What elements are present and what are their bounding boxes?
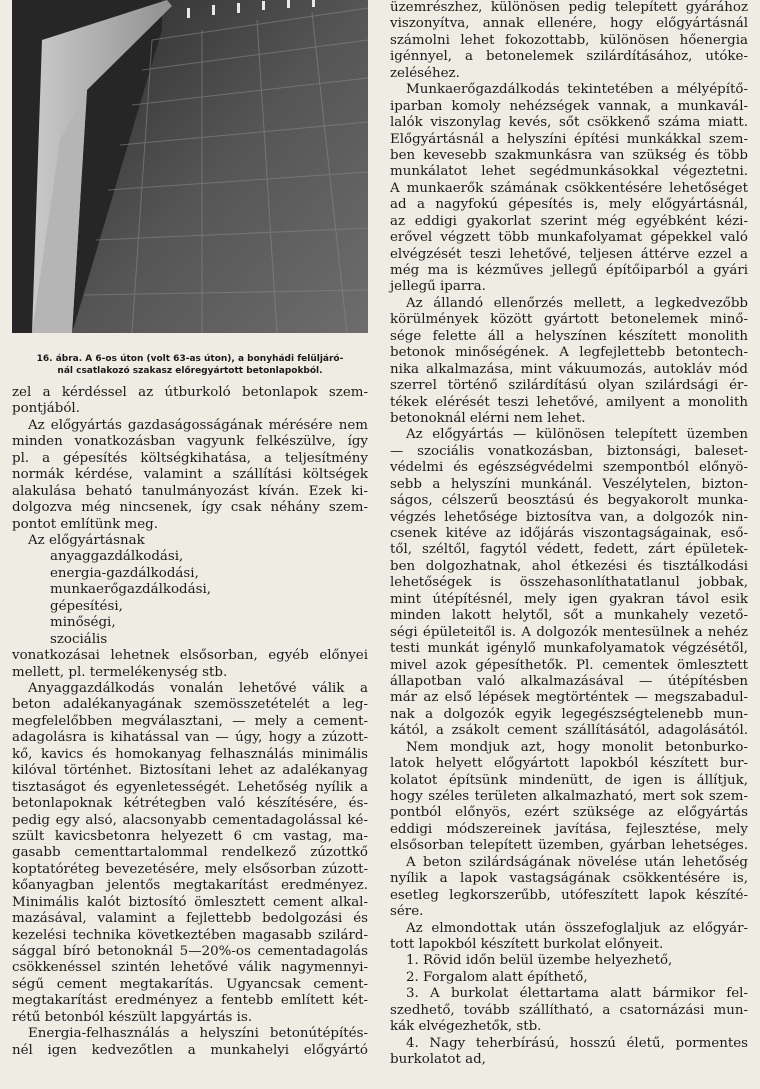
- text-line: erővel végzett több munkafolyamat gépekkel való: [390, 230, 748, 246]
- text-line: mivel azok gépesíthetők. Pl. cementek ömlesztett: [390, 657, 748, 673]
- road-photo: [12, 0, 368, 333]
- text-line: Az állandó ellenőrzés mellett, a legkedvezőbb: [406, 295, 748, 311]
- text-line: körülmények között gyártott betonelemek minő-: [390, 312, 748, 328]
- text-line: munkaerőgazdálkodási,: [50, 582, 212, 598]
- text-line: betonoknál elérni nem lehet.: [390, 410, 586, 426]
- text-line: zel a kérdéssel az útburkoló betonlapok szem-: [12, 385, 368, 400]
- text-line: lalók viszonylag kevés, sőt csökkenő száma miatt.: [390, 115, 748, 131]
- text-line: minden vonatkozásban vagyunk felkészülve, így: [12, 434, 368, 450]
- text-line: 2. Forgalom alatt építhető,: [406, 969, 588, 985]
- text-line: mazásával, valamint a fejlettebb bedolgozási és: [12, 911, 368, 927]
- text-line: iparban komoly nehézségek vannak, a munkavál-: [390, 98, 748, 114]
- text-line: ságos, célszerű beosztású és begyakorolt munka-: [390, 493, 748, 509]
- text-line: minden lakott helytől, sőt a munkahely vezető-: [390, 608, 748, 624]
- right-text: [390, 0, 748, 1069]
- text-line: Az elmondottak után összefoglaljuk az előgyár-: [406, 920, 748, 936]
- text-line: A beton szilárdságának növelése után lehetőség: [406, 854, 748, 870]
- text-line: tott lapokból készített burkolat előnyeit.: [390, 937, 664, 952]
- text-line: 3. A burkolat élettartama alatt bármikor fel-: [406, 986, 748, 1002]
- text-line: viszonyítva, annak ellenére, hogy előgyártásnál: [390, 16, 748, 32]
- figure-caption: [18, 353, 362, 377]
- text-line: végzés lehetősége biztosítva van, a dolgozók nin-: [390, 509, 748, 525]
- text-line: pl. a gépesítés költségkihatása, a teljesítmény: [12, 450, 368, 466]
- text-line: védelmi és egészségvédelmi szempontból előnyö-: [390, 460, 748, 476]
- text-line: megtakarítást eredményez a fentebb említett két-: [12, 993, 368, 1009]
- text-line: vonatkozásai lehetnek elsősorban, egyéb előnyei: [12, 648, 368, 664]
- text-line: Az előgyártás gazdaságosságának mérésére nem: [28, 417, 368, 433]
- text-line: A munkaerők számának csökkentésére lehetőséget: [390, 180, 748, 196]
- text-line: normák kérdése, valamint a szállítási költségek: [12, 467, 368, 483]
- text-line: Az előgyártásnak: [28, 532, 145, 548]
- text-line: kától, a zsákolt cement szállításától, adagolásától.: [390, 723, 748, 739]
- text-line: sebb a helyszíni munkánál. Veszélytelen, bizton-: [390, 476, 748, 492]
- text-line: sággal bíró betonoknál 5—20%-os cementadagolás: [12, 944, 368, 960]
- caption-line: 16. ábra. A 6-os úton (volt 63-as úton), a bonyhádi felüljáró-: [36, 354, 344, 364]
- text-line: 1. Rövid időn belül üzembe helyezhető,: [406, 953, 673, 969]
- text-line: pontból előnyös, ezért szüksége az előgyártás: [390, 805, 748, 821]
- text-line: elvégzését teszi lehetővé, teljesen áttérve ezzel a: [390, 246, 748, 262]
- text-line: állapotban való alkalmazásával — útépítésben: [390, 673, 748, 689]
- text-line: üzemrészhez, különösen pedig telepített gyárához: [390, 0, 748, 15]
- text-line: megfelelőbben megválasztani, — mely a cement-: [12, 713, 368, 729]
- text-line: kolatot építsünk mindenütt, de igen is állítjuk,: [390, 772, 748, 788]
- text-line: rétű betonból készült lapgyártás is.: [12, 1009, 253, 1025]
- text-line: már az első lépések megtörténtek — megszabadul-: [390, 690, 748, 706]
- text-line: burkolatot ad,: [390, 1052, 486, 1068]
- text-line: csökkenéssel szintén lehetővé válik nagymennyi-: [12, 960, 368, 976]
- text-line: az eddigi gyakorlat szerint még egyébként kézi-: [390, 213, 748, 229]
- text-line: nika alkalmazása, mint vákuumozás, autokláv mód: [390, 361, 748, 377]
- text-line: nak a dolgozók egyik legegészségtelenebb mun-: [390, 706, 748, 722]
- text-line: sére.: [390, 904, 424, 920]
- text-line: 4. Nagy teherbírású, hosszú életű, pormentes: [406, 1035, 748, 1051]
- text-line: Anyaggazdálkodás vonalán lehetővé válik a: [28, 681, 368, 697]
- left-column: [12, 0, 368, 1059]
- text-line: Minimális kalót biztosító ömlesztett cement alkal-: [12, 894, 368, 910]
- text-line: latok helyett előgyártott lapokból készített bur-: [390, 756, 748, 772]
- text-line: igénnyel, a betonelemek szilárdításához, utóke-: [390, 49, 748, 65]
- text-line: Energia-felhasználás a helyszíni betonútépítés-: [28, 1026, 368, 1042]
- text-line: betonlapoknak kétrétegben való készítésére, és-: [12, 796, 368, 812]
- text-line: betonok minőségének. A legfejlettebb betontech-: [390, 345, 748, 361]
- text-line: nyílik a lapok vastagságának csökkentésére is,: [390, 871, 748, 887]
- text-line: kőanyagban jelentős megtakarítást eredményez.: [12, 878, 368, 894]
- text-line: zeléséhez.: [390, 65, 460, 81]
- text-line: koptatóréteg bevezetésére, mely elsősorban zúzott-: [12, 861, 368, 877]
- text-line: eddigi módszereinek javítása, fejlesztése, mely: [390, 821, 748, 837]
- text-line: minőségi,: [50, 615, 116, 631]
- text-line: sége felette áll a helyszínen készített monolith: [390, 328, 748, 344]
- text-line: lehetőségek is összehasonlíthatatlanul jobbak,: [390, 575, 748, 591]
- text-line: esetleg legkorszerűbb, utófeszített lapok készíté-: [390, 887, 748, 903]
- text-line: tékek elérését teszi lehetővé, amilyent a monolith: [390, 394, 748, 410]
- text-line: testi munkát igénylő munkafolyamatok végzésétől,: [390, 641, 748, 657]
- text-line: ségű cement megtakarítás. Ugyancsak cement-: [12, 976, 368, 992]
- text-line: szedhető, tovább szállítható, a csatornázási mun-: [390, 1002, 748, 1018]
- road-photo-drawing: [12, 0, 368, 333]
- text-line: Előgyártásnál a helyszíni építési munkákkal szem-: [390, 131, 748, 147]
- left-text: [12, 385, 368, 1059]
- text-line: ségi épületeitől is. A dolgozók mentesülnek a nehéz: [390, 624, 748, 640]
- text-line: szült kavicsbetonra helyezett 6 cm vastag, ma-: [12, 828, 368, 844]
- text-line: gépesítési,: [50, 598, 123, 614]
- text-line: mint útépítésnél, mely igen gyakran távol esik: [390, 591, 748, 607]
- caption-line: nál csatlakozó szakasz előregyártott betonlapokból.: [57, 366, 323, 376]
- text-line: szerrel történő szilárdítású olyan szilárdsági ér-: [390, 378, 748, 394]
- text-line: — szociális vonatkozásban, biztonsági, baleset-: [390, 443, 748, 459]
- text-line: től, széltől, fagytól védett, fedett, zárt épületek-: [390, 542, 748, 558]
- text-line: anyaggazdálkodási,: [50, 549, 184, 565]
- text-line: tisztaságot és egyenletességét. Lehetőség nyílik a: [12, 779, 368, 795]
- text-line: pontjából.: [12, 401, 80, 417]
- text-line: ad a nagyfokú gépesítés is, mely előgyártásnál,: [390, 197, 748, 213]
- text-line: elsősorban telepített üzemben, gyárban lehetséges.: [390, 838, 748, 854]
- text-line: beton adalékanyagának szemösszetételét a leg-: [12, 697, 368, 713]
- text-line: energia-gazdálkodási,: [50, 565, 199, 581]
- text-line: Munkaerőgazdálkodás tekintetében a mélyépítő-: [406, 82, 748, 98]
- text-line: csenek kitéve az időjárás viszontagságainak, eső-: [390, 526, 748, 542]
- text-line: pedig egy alsó, alacsonyabb cementadagolással ké-: [12, 812, 368, 828]
- text-line: kő, kavics és homokanyag felhasználás minimális: [12, 746, 368, 762]
- right-column: [390, 0, 748, 1069]
- text-line: munkálatot lehet segédmunkásokkal végeztetni.: [390, 164, 748, 180]
- text-line: ben kevesebb szakmunkásra van szükség és több: [390, 147, 748, 163]
- text-line: kilóval történhet. Biztosítani lehet az adalékanyag: [12, 763, 368, 779]
- text-line: gasabb cementtartalommal rendelkező zúzottkő: [12, 845, 368, 861]
- text-line: hogy széles területen alkalmazható, mert sok szem-: [390, 789, 748, 805]
- text-line: számolni lehet fokozottabb, különösen hőenergia: [390, 32, 748, 48]
- text-line: mellett, pl. termelékenység stb.: [12, 664, 228, 680]
- text-line: Az előgyártás — különösen telepített üzemben: [406, 427, 748, 443]
- text-line: jellegű iparra.: [390, 279, 486, 295]
- text-line: Nem mondjuk azt, hogy monolit betonburko-: [406, 739, 748, 755]
- text-line: kák elvégezhetők, stb.: [390, 1019, 542, 1035]
- text-line: alakulása beható tanulmányozást kíván. Ezek ki-: [12, 483, 368, 499]
- text-line: adagolásra is kihatással van — úgy, hogy a zúzott-: [12, 730, 368, 746]
- text-line: ben dolgozhatnak, ahol étkezési és tisztálkodási: [390, 558, 748, 574]
- text-line: szociális: [50, 631, 108, 647]
- text-line: pontot említünk meg.: [12, 516, 158, 532]
- text-line: kezelési technika következtében magasabb szilárd-: [12, 927, 368, 943]
- text-line: még ma is kézműves jellegű építőiparból a gyári: [390, 263, 748, 279]
- text-line: dolgozva még nincsenek, így csak néhány szem-: [12, 500, 368, 516]
- text-line: nél igen kedvezőtlen a munkahelyi előgyártó: [12, 1042, 368, 1058]
